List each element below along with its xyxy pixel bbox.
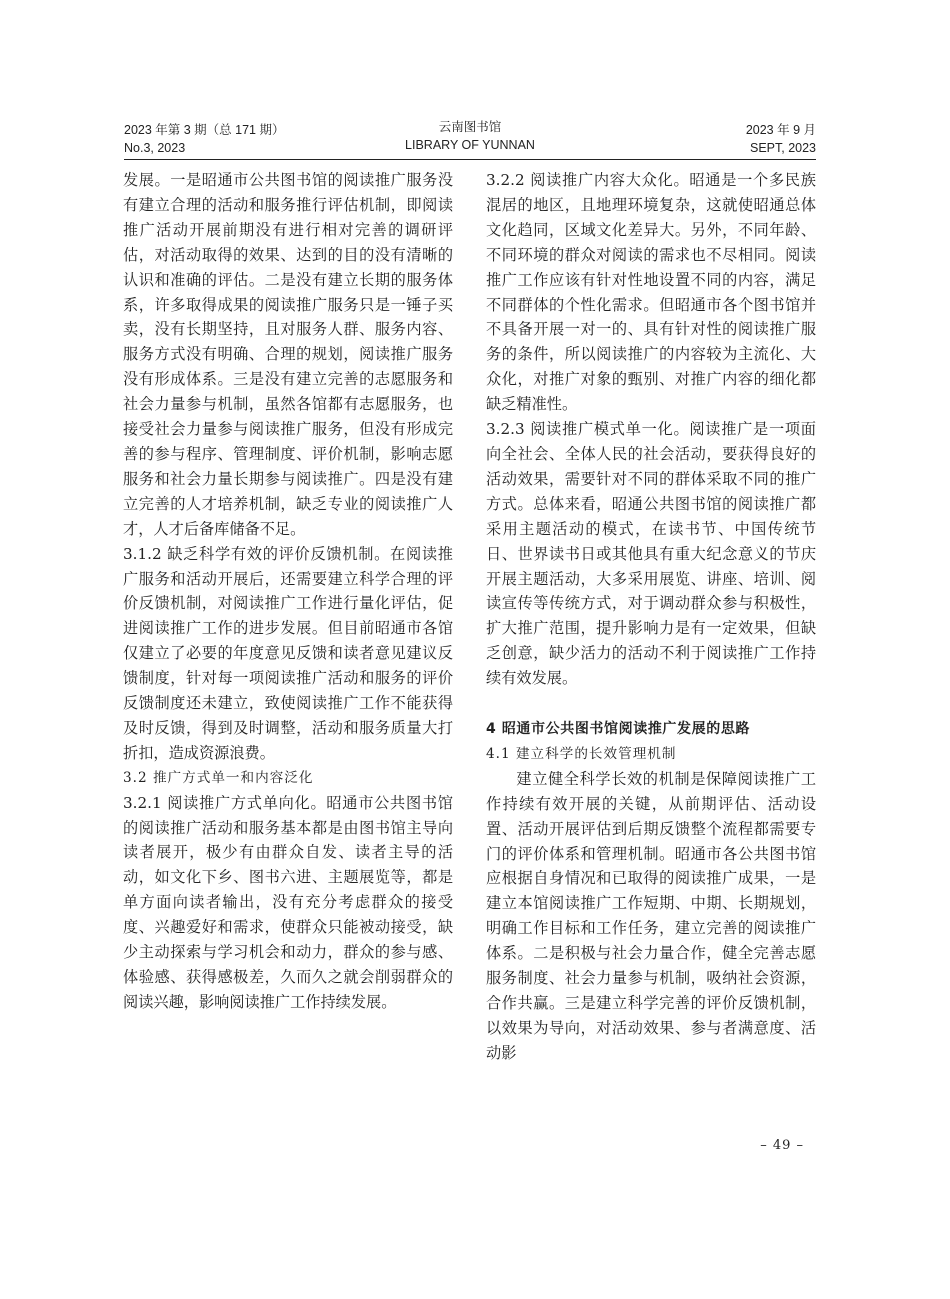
date-en: SEPT, 2023 xyxy=(749,141,816,155)
page-number: – 49 – xyxy=(760,1138,804,1153)
paragraph-4-1: 建立健全科学长效的机制是保障阅读推广工作持续有效开展的关键，从前期评估、活动设置、活动开展评估到后期反馈整个流程都需要专门的评价体系和管理机制。昭通市各公共图书馆应根据自身情况和已取得的阅读推广成果，一是建立本馆阅读推广工作短期、中期、长期规划，明确工作目标和工作任务，建立完善的阅读推广体系。二是积极与社会力量合作，健全完善志愿服务制度、社会力量参与机制，吸纳社会资源，合作共赢。三是建立科学完善的评价反馈机制，以效果为导向，对活动效果、参与者满意度、活动影 xyxy=(486,769,816,1062)
journal-title-en: LIBRARY OF YUNNAN xyxy=(405,138,535,152)
issue-en: No.3, 2023 xyxy=(124,141,186,155)
paragraph-3-2-1: 3.2.1 阅读推广方式单向化。昭通市公共图书馆的阅读推广活动和服务基本都是由图书馆主导向读者展开，极少有由群众自发、读者主导的活动，如文化下乡、图书六进、主题展览等，都是单方面向读者输出，没有充分考虑群众的接受度、兴趣爱好和需求，使群众只能被动接受，缺少主动探索与学习机会和动力，群众的参与感、体验感、获得感极差，久而久之就会削弱群众的阅读兴趣，影响阅读推广工作持续发展。 xyxy=(123,793,453,1011)
journal-title xyxy=(124,118,816,154)
paragraph-3-2-3: 3.2.3 阅读推广模式单一化。阅读推广是一项面向全社会、全体人民的社会活动，要获得良好的活动效果，需要针对不同的群体采取不同的推广方式。总体来看，昭通公共图书馆的阅读推广都采用主题活动的模式，在读书节、中国传统节日、世界读书日或其他具有重大纪念意义的节庆开展主题活动，大多采用展览、讲座、培训、阅读宣传等传统方式，对于调动群众参与积极性，扩大推广范围，提升影响力是有一定效果，但缺乏创意，缺少活力的活动不利于阅读推广工作持续有效发展。 xyxy=(486,420,816,688)
date-cn: 2023 年 9 月 xyxy=(745,123,816,137)
date-info xyxy=(746,121,816,157)
page-header xyxy=(124,118,816,158)
header-rule xyxy=(124,159,816,160)
right-column xyxy=(486,168,816,1066)
issue-cn: 2023 年第 3 期（总 171 期） xyxy=(124,123,285,137)
section-heading-4: 4 昭通市公共图书馆阅读推广发展的思路 xyxy=(486,721,751,738)
paragraph-3-1-2: 3.1.2 缺乏科学有效的评价反馈机制。在阅读推广服务和活动开展后，还需要建立科学合理的评价反馈机制，对阅读推广工作进行量化评估，促进阅读推广工作的进步发展。但目前昭通市各馆仅建立了必要的年度意见反馈和读者意见建议反馈制度，针对每一项阅读推广活动和服务的评价反馈制度还未建立，致使阅读推广工作不能获得及时反馈，得到及时调整，活动和服务质量大打折扣，造成资源浪费。 xyxy=(123,544,453,762)
subsection-heading-4-1: 4.1 建立科学的长效管理机制 xyxy=(486,745,677,762)
paragraph-3-2-2: 3.2.2 阅读推广内容大众化。昭通是一个多民族混居的地区，且地理环境复杂，这就使昭通总体文化趋同，区域文化差异大。另外，不同年龄、不同环境的群众对阅读的需求也不尽相同。阅读推广工作应该有针对性地设置不同的内容，满足不同群体的个性化需求。但昭通市各个图书馆并不具备开展一对一的、具有针对性的阅读推广服务的条件，所以阅读推广的内容较为主流化、大众化，对推广对象的甄别、对推广内容的细化都缺乏精准性。 xyxy=(486,171,816,414)
left-column xyxy=(123,168,453,1015)
paragraph-continuation: 发展。一是昭通市公共图书馆的阅读推广服务没有建立合理的活动和服务推行评估机制，即阅读推广活动开展前期没有进行相对完善的调研评估，对活动取得的效果、达到的目的没有清晰的认识和准确的评估。二是没有建立长期的服务体系，许多取得成果的阅读推广服务只是一锤子买卖，没有长期坚持，且对服务人群、服务内容、服务方式没有明确、合理的规划，阅读推广服务没有形成体系。三是没有建立完善的志愿服务和社会力量参与机制，虽然各馆都有志愿服务，也接受社会力量参与阅读推广服务，但没有形成完善的参与程序、管理制度、评价机制，影响志愿服务和社会力量长期参与阅读推广。四是没有建立完善的人才培养机制，缺乏专业的阅读推广人才，人才后备库储备不足。 xyxy=(123,171,453,538)
journal-title-cn: 云南图书馆 xyxy=(438,120,502,134)
subsection-heading-3-2: 3.2 推广方式单一和内容泛化 xyxy=(123,769,314,786)
